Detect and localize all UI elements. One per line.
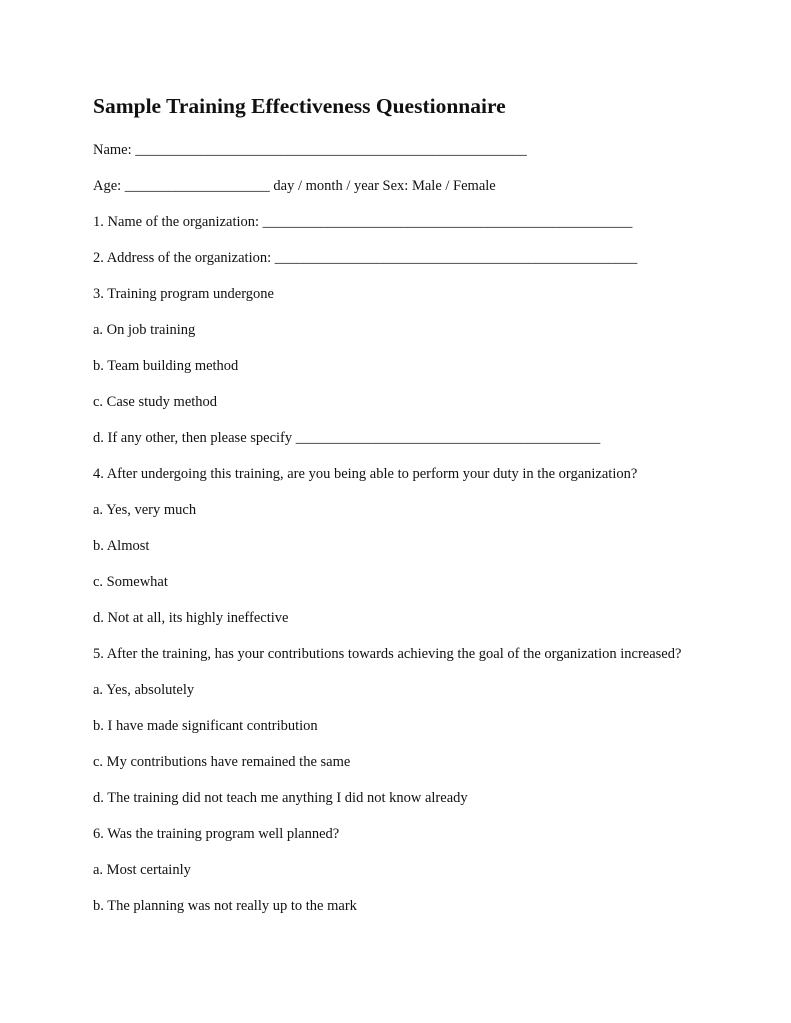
question-3: 3. Training program undergone	[93, 286, 274, 302]
questionnaire-page	[93, 92, 703, 915]
question-5: 5. After the training, has your contributions towards achieving the goal of the organization increased?	[93, 646, 682, 662]
q6-option-b: b. The planning was not really up to the mark	[93, 898, 357, 914]
org-name-field-line: 1. Name of the organization: ___________________________________________________	[93, 214, 633, 230]
q5-option-a: a. Yes, absolutely	[93, 682, 195, 698]
question-6: 6. Was the training program well planned?	[93, 826, 340, 842]
q3-option-b: b. Team building method	[93, 358, 239, 374]
q3-option-a: a. On job training	[93, 322, 196, 338]
q4-option-d: d. Not at all, its highly ineffective	[93, 610, 289, 626]
q5-option-d: d. The training did not teach me anything I did not know already	[93, 790, 468, 806]
q3-option-c: c. Case study method	[93, 394, 218, 410]
q5-option-c: c. My contributions have remained the same	[93, 754, 351, 770]
q4-option-b: b. Almost	[93, 538, 150, 554]
q4-option-c: c. Somewhat	[93, 574, 168, 590]
page-title: Sample Training Effectiveness Questionnaire	[93, 94, 506, 118]
q6-option-a: a. Most certainly	[93, 862, 191, 878]
org-address-field-line: 2. Address of the organization: __________________________________________________	[93, 250, 638, 266]
q5-option-b: b. I have made significant contribution	[93, 718, 318, 734]
age-sex-field-line: Age: ____________________ day / month / year Sex: Male / Female	[93, 178, 496, 194]
question-4: 4. After undergoing this training, are you being able to perform your duty in the organization?	[93, 466, 638, 482]
q3-option-d: d. If any other, then please specify __________________________________________	[93, 430, 601, 446]
name-field-line: Name: ______________________________________________________	[93, 142, 527, 158]
q4-option-a: a. Yes, very much	[93, 502, 197, 518]
